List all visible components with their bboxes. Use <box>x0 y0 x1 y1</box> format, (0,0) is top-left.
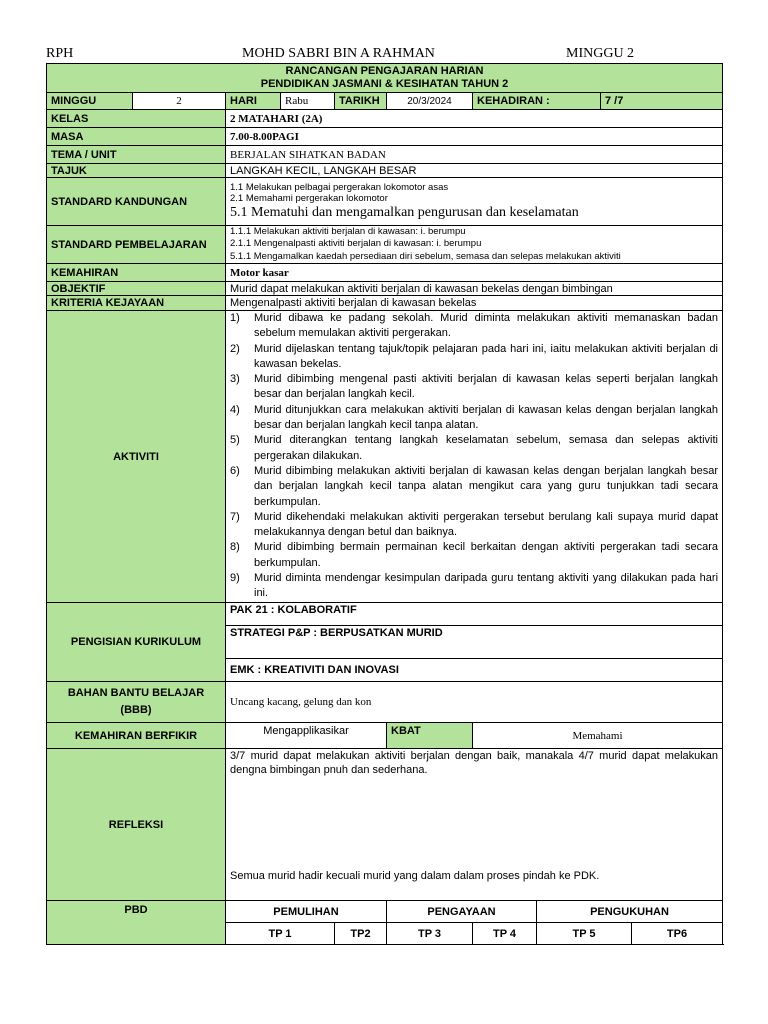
aktiviti-item-number: 2) <box>230 342 240 355</box>
refleksi-text-1: 3/7 murid dapat melakukan aktiviti berjalan dengan baik, manakala 4/7 murid dapat melakukan dengna bimbingan pnuh dan sederhana. <box>230 750 719 776</box>
sk-line-1: 1.1 Melakukan pelbagai pergerakan lokomotor asas <box>230 181 449 193</box>
aktiviti-list-cell <box>226 311 723 603</box>
bbb-value: Uncang kacang, gelung dan kon <box>226 682 723 723</box>
aktiviti-item-number: 5) <box>230 434 240 447</box>
hari-value: Rabu <box>281 93 335 110</box>
aktiviti-list <box>230 311 718 602</box>
pengisian-label: PENGISIAN KURIKULUM <box>47 603 226 682</box>
sp-line-3: 5.1.1 Mengamalkan kaedah persediaan diri sebelum, semasa dan selepas melakukan aktiviti <box>230 251 621 262</box>
aktiviti-item-text: Murid dibimbing bermain permainan kecil berkaitan dengan aktiviti pergerakan tadi secara berkumpulan. <box>254 541 719 569</box>
bbb-label-line1: BAHAN BANTU BELAJAR <box>67 687 205 699</box>
hari-label: HARI <box>226 93 281 110</box>
sp-line-1: 1.1.1 Melakukan aktiviti berjalan di kawasan: i. berumpu <box>230 226 466 237</box>
sp-value <box>226 226 723 264</box>
refleksi-cell <box>226 749 723 901</box>
header-rph: RPH <box>46 46 74 61</box>
sk-line-2: 2.1 Memahami pergerakan lokomotor <box>230 192 388 204</box>
tarikh-label: TARIKH <box>335 93 387 110</box>
aktiviti-item <box>230 540 718 571</box>
plan-title <box>47 64 723 93</box>
pbd-tp3: TP 3 <box>387 923 473 945</box>
aktiviti-item <box>230 571 718 602</box>
pbd-tp6: TP6 <box>632 923 723 945</box>
minggu-value: 2 <box>133 93 226 110</box>
pak-value: PAK 21 : KOLABORATIF <box>226 603 723 626</box>
kriteria-value: Mengenalpasti aktiviti berjalan di kawasan bekelas <box>226 296 723 311</box>
aktiviti-item <box>230 311 718 342</box>
bbb-label <box>47 682 226 723</box>
aktiviti-item <box>230 510 718 541</box>
aktiviti-item-number: 7) <box>230 510 240 523</box>
aktiviti-item-text: Murid diterangkan tentang langkah keselamatan sebelum, semasa dan selepas aktiviti pergerakan dilakukan. <box>254 434 719 462</box>
aktiviti-item-number: 8) <box>230 541 240 554</box>
objektif-value: Murid dapat melakukan aktiviti berjalan di kawasan bekelas dengan bimbingan <box>226 282 723 296</box>
aktiviti-item <box>230 433 718 464</box>
aktiviti-item <box>230 342 718 373</box>
aktiviti-item-text: Murid dikehendaki melakukan aktiviti pergerakan tersebut berulang kali supaya murid dapat melakukannya dengan betul dan baiknya. <box>254 510 719 539</box>
kelas-label: KELAS <box>47 110 226 128</box>
refleksi-text-2: Semua murid hadir kecuali murid yang dalam dalam proses pindah ke PDK. <box>230 870 600 882</box>
berfikir-label: KEMAHIRAN BERFIKIR <box>47 723 226 749</box>
aktiviti-item <box>230 372 718 403</box>
kriteria-label: KRITERIA KEJAYAAN <box>47 296 226 311</box>
aktiviti-label: AKTIVITI <box>47 311 226 603</box>
berfikir-value: Mengapplikasikar <box>226 723 387 749</box>
bbb-label-line2: (BBB) <box>120 704 152 716</box>
masa-label: MASA <box>47 128 226 146</box>
tema-label: TEMA / UNIT <box>47 146 226 164</box>
pbd-tp1: TP 1 <box>226 923 335 945</box>
lesson-plan-table <box>46 63 723 945</box>
aktiviti-item-text: Murid diminta mendengar kesimpulan daripada guru tentang aktiviti yang dilakukan pada hari ini. <box>254 572 719 600</box>
aktiviti-item-number: 3) <box>230 373 240 386</box>
aktiviti-item-text: Murid dijelaskan tentang tajuk/topik pelajaran pada hari ini, iaitu melakukan aktiviti berjalan di kawasan bekelas. <box>254 342 719 370</box>
aktiviti-item-text: Murid dibimbing mengenal pasti aktiviti berjalan di kawasan kelas seperti berjalan langkah besar dan berjalan langkah kecil. <box>254 373 719 401</box>
aktiviti-item-text: Murid ditunjukkan cara melakukan aktiviti berjalan di kawasan kelas dengan berjalan langkah besar dan berjalan langkah kecil tanpa alatan. <box>254 403 719 432</box>
aktiviti-item-text: Murid dibawa ke padang sekolah. Murid diminta melakukan aktiviti memanaskan badan sebelum memulakan aktiviti pergerakan. <box>254 312 719 340</box>
tarikh-value: 20/3/2024 <box>387 93 473 110</box>
kemahiran-value: Motor kasar <box>226 264 723 282</box>
aktiviti-item <box>230 464 718 510</box>
sk-line-3: 5.1 Mematuhi dan mengamalkan pengurusan dan keselamatan <box>230 204 579 220</box>
refleksi-label: REFLEKSI <box>47 749 226 901</box>
pbd-tp2: TP2 <box>335 923 387 945</box>
aktiviti-item <box>230 403 718 434</box>
kehadiran-label: KEHADIRAN : <box>473 93 601 110</box>
sp-label: STANDARD PEMBELAJARAN <box>47 226 226 264</box>
aktiviti-item-number: 4) <box>230 403 240 416</box>
tema-value: BERJALAN SIHATKAN BADAN <box>226 146 723 164</box>
sk-value <box>226 178 723 226</box>
pbd-tp5: TP 5 <box>537 923 632 945</box>
kelas-value: 2 MATAHARI (2A) <box>226 110 723 128</box>
tajuk-label: TAJUK <box>47 164 226 178</box>
aktiviti-item-number: 9) <box>230 572 240 585</box>
kehadiran-value: 7 /7 <box>601 93 723 110</box>
kbat-label: KBAT <box>387 723 473 749</box>
pbd-group-pengayaan: PENGAYAAN <box>387 901 537 923</box>
masa-value: 7.00-8.00PAGI <box>226 128 723 146</box>
kemahiran-label: KEMAHIRAN <box>47 264 226 282</box>
objektif-label: OBJEKTIF <box>47 282 226 296</box>
plan-title-line2: PENDIDIKAN JASMANI & KESIHATAN TAHUN 2 <box>260 78 509 90</box>
pbd-group-pengukuhan: PENGUKUHAN <box>537 901 723 923</box>
emk-value: EMK : KREATIVITI DAN INOVASI <box>226 659 723 682</box>
sk-label: STANDARD KANDUNGAN <box>47 178 226 226</box>
pbd-label: PBD <box>47 901 226 945</box>
aktiviti-item-number: 6) <box>230 464 240 477</box>
header-week: MINGGU 2 <box>566 46 635 61</box>
minggu-label: MINGGU <box>47 93 133 110</box>
plan-title-line1: RANCANGAN PENGAJARAN HARIAN <box>285 65 484 77</box>
tajuk-value: LANGKAH KECIL, LANGKAH BESAR <box>226 164 723 178</box>
pbd-group-pemulihan: PEMULIHAN <box>226 901 387 923</box>
header-teacher-name: MOHD SABRI BIN A RAHMAN <box>242 46 435 61</box>
strategi-value: STRATEGI P&P : BERPUSATKAN MURID <box>226 626 723 659</box>
aktiviti-item-number: 1) <box>230 312 240 324</box>
pbd-tp4: TP 4 <box>473 923 537 945</box>
kbat-value: Memahami <box>473 723 723 749</box>
sp-line-2: 2.1.1 Mengenalpasti aktiviti berjalan di kawasan: i. berumpu <box>230 238 482 249</box>
aktiviti-item-text: Murid dibimbing melakukan aktiviti berjalan di kawasan kelas dengan berjalan langkah besar dan berjalan langkah kecil tanpa alatan mengikut cara yang guru tunjukkan tadi secara berkumpulan. <box>254 464 719 508</box>
